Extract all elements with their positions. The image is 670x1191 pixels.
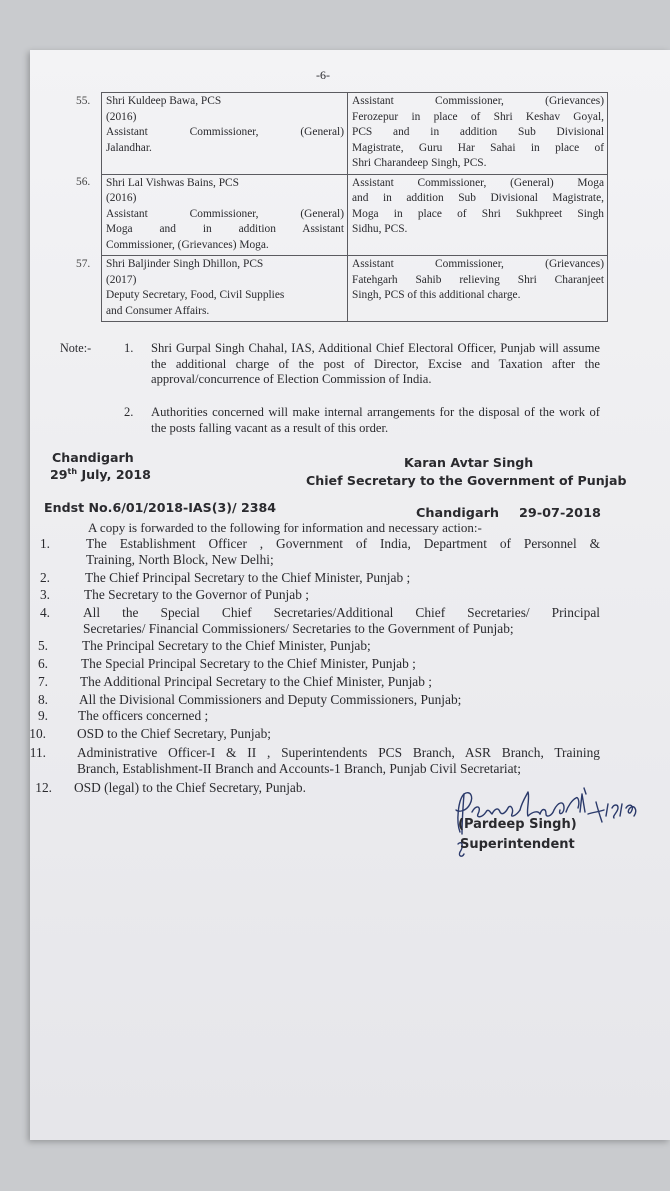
copy-intro: A copy is forwarded to the following for information and necessary action:- <box>88 520 482 535</box>
item-number: 11. <box>29 745 46 760</box>
item-text: The officers concerned ; <box>78 708 209 723</box>
endorsement-ref: Endst No.6/01/2018-IAS(3)/ 2384 <box>44 500 277 515</box>
list-item <box>20 656 416 672</box>
posting-cell <box>348 256 608 322</box>
note-number: 1. <box>124 341 134 355</box>
endorsement-place-date <box>416 506 601 521</box>
posting-line: Sidhu, PCS. <box>352 223 408 235</box>
list-item <box>18 726 271 742</box>
signatory-title: Chief Secretary to the Government of Punjab <box>306 473 627 488</box>
officer-line: Jalandhar. <box>106 141 152 154</box>
signatory-name: Karan Avtar Singh <box>404 455 534 470</box>
page-number: -6- <box>316 68 330 82</box>
officer-cell <box>102 174 348 256</box>
date-rest: July, 2018 <box>81 467 151 483</box>
item-text: Training, North Block, New Delhi; <box>86 552 274 567</box>
item-text: OSD (legal) to the Chief Secretary, Punjab. <box>74 780 306 795</box>
list-item <box>22 570 410 586</box>
signer-title: Superintendent <box>460 837 575 852</box>
list-item <box>20 692 461 708</box>
officer-line: Deputy Secretary, Food, Civil Supplies <box>106 289 285 301</box>
list-item <box>18 745 600 777</box>
item-text: Branch, Establishment-II Branch and Accounts-1 Branch, Punjab Civil Secretariat; <box>77 761 522 776</box>
posting-line: Shri Charandeep Singh, PCS. <box>352 157 487 169</box>
note-label: Note:- <box>60 341 92 355</box>
item-number: 5. <box>37 638 48 653</box>
signer-name: (Pardeep Singh) <box>458 817 577 832</box>
posting-line: Magistrate, Guru Har Sahai in place of <box>352 141 604 154</box>
item-number: 4. <box>39 605 50 620</box>
item-number: 3. <box>39 587 50 602</box>
officer-line: Shri Lal Vishwas Bains, PCS <box>106 176 239 189</box>
list-item <box>24 780 306 796</box>
endorsement-place: Chandigarh <box>416 506 500 521</box>
posting-line: PCS and in addition Sub Divisional <box>352 126 604 138</box>
note-text: Shri Gurpal Singh Chahal, IAS, Additional Chief Electoral Officer, Punjab will assume the additional charge of the post of Director, Excise and Taxation after the approval/concurrence of Election Commission of India. <box>151 341 600 387</box>
row-number: 55. <box>72 93 102 175</box>
item-number: 7. <box>37 674 48 689</box>
table-row <box>72 174 608 256</box>
posting-line: Assistant Commissioner, (Grievances) <box>352 258 604 270</box>
item-number: 1. <box>39 536 50 551</box>
issue-place: Chandigarh <box>52 450 134 465</box>
posting-line: Fatehgarh Sahib relieving Shri Charanjeet <box>352 273 604 286</box>
table-row <box>72 256 608 322</box>
list-item <box>20 674 432 690</box>
endorsement-date: 29-07-2018 <box>519 506 601 521</box>
officer-line: Commissioner, (Grievances) Moga. <box>106 238 269 251</box>
item-number: 2. <box>39 570 50 585</box>
officer-line: and Consumer Affairs. <box>106 304 210 317</box>
list-item <box>22 587 309 603</box>
row-number: 57. <box>72 256 102 322</box>
list-item <box>22 536 600 568</box>
item-number: 10. <box>29 726 46 741</box>
date-suffix: th <box>67 467 78 476</box>
posting-cell <box>348 93 608 175</box>
item-text: The Special Principal Secretary to the Chief Minister, Punjab ; <box>81 656 416 671</box>
item-text: The Additional Principal Secretary to the Chief Minister, Punjab ; <box>80 674 433 689</box>
officer-cell <box>102 256 348 322</box>
item-text: The Principal Secretary to the Chief Minister, Punjab; <box>82 638 371 653</box>
item-number: 12. <box>35 780 52 795</box>
officer-cell <box>102 93 348 175</box>
item-number: 6. <box>37 656 48 671</box>
officer-line: Moga and in addition Assistant <box>106 223 344 235</box>
note-item <box>124 405 600 436</box>
posting-line: and in addition Sub Divisional Magistrate, <box>352 192 604 204</box>
table-row <box>72 93 608 175</box>
posting-line: Assistant Commissioner, (Grievances) <box>352 95 604 107</box>
item-text: All the Special Chief Secretaries/Additional Chief Secretaries/ Principal <box>83 605 600 620</box>
officer-line: Assistant Commissioner, (General) <box>106 126 344 138</box>
list-item <box>22 605 600 637</box>
item-text: All the Divisional Commissioners and Deputy Commissioners, Punjab; <box>79 692 462 707</box>
posting-cell <box>348 174 608 256</box>
officer-line: Assistant Commissioner, (General) <box>106 207 344 220</box>
item-text: OSD to the Chief Secretary, Punjab; <box>77 726 272 741</box>
posting-line: Assistant Commissioner, (General) Moga <box>352 176 604 189</box>
issue-date <box>50 467 151 482</box>
item-number: 8. <box>37 692 48 707</box>
item-text: The Secretary to the Governor of Punjab ; <box>84 587 309 602</box>
list-item <box>20 638 371 654</box>
officer-line: (2017) <box>106 273 137 286</box>
postings-table <box>72 92 608 322</box>
officer-line: Shri Baljinder Singh Dhillon, PCS <box>106 258 264 270</box>
posting-line: Moga in place of Shri Sukhpreet Singh <box>352 207 604 220</box>
list-item <box>20 708 208 724</box>
officer-line: (2016) <box>106 110 137 123</box>
note-item <box>124 341 600 388</box>
item-number: 9. <box>37 708 48 723</box>
date-day: 29 <box>50 467 68 483</box>
posting-line: Singh, PCS of this additional charge. <box>352 289 521 301</box>
row-number: 56. <box>72 174 102 256</box>
officer-line: Shri Kuldeep Bawa, PCS <box>106 95 222 107</box>
item-text: The Chief Principal Secretary to the Chief Minister, Punjab ; <box>85 570 411 585</box>
item-text: Administrative Officer-I & II , Superintendents PCS Branch, ASR Branch, Training <box>77 745 600 760</box>
note-text: Authorities concerned will make internal arrangements for the disposal of the work of the posts falling vacant as a result of this order. <box>151 405 600 435</box>
item-text: The Establishment Officer , Government of India, Department of Personnel & <box>86 536 600 551</box>
item-text: Secretaries/ Financial Commissioners/ Secretaries to the Government of Punjab; <box>83 621 514 636</box>
note-number: 2. <box>124 405 134 419</box>
posting-line: Ferozepur in place of Shri Keshav Goyal, <box>352 110 604 123</box>
officer-line: (2016) <box>106 192 137 204</box>
